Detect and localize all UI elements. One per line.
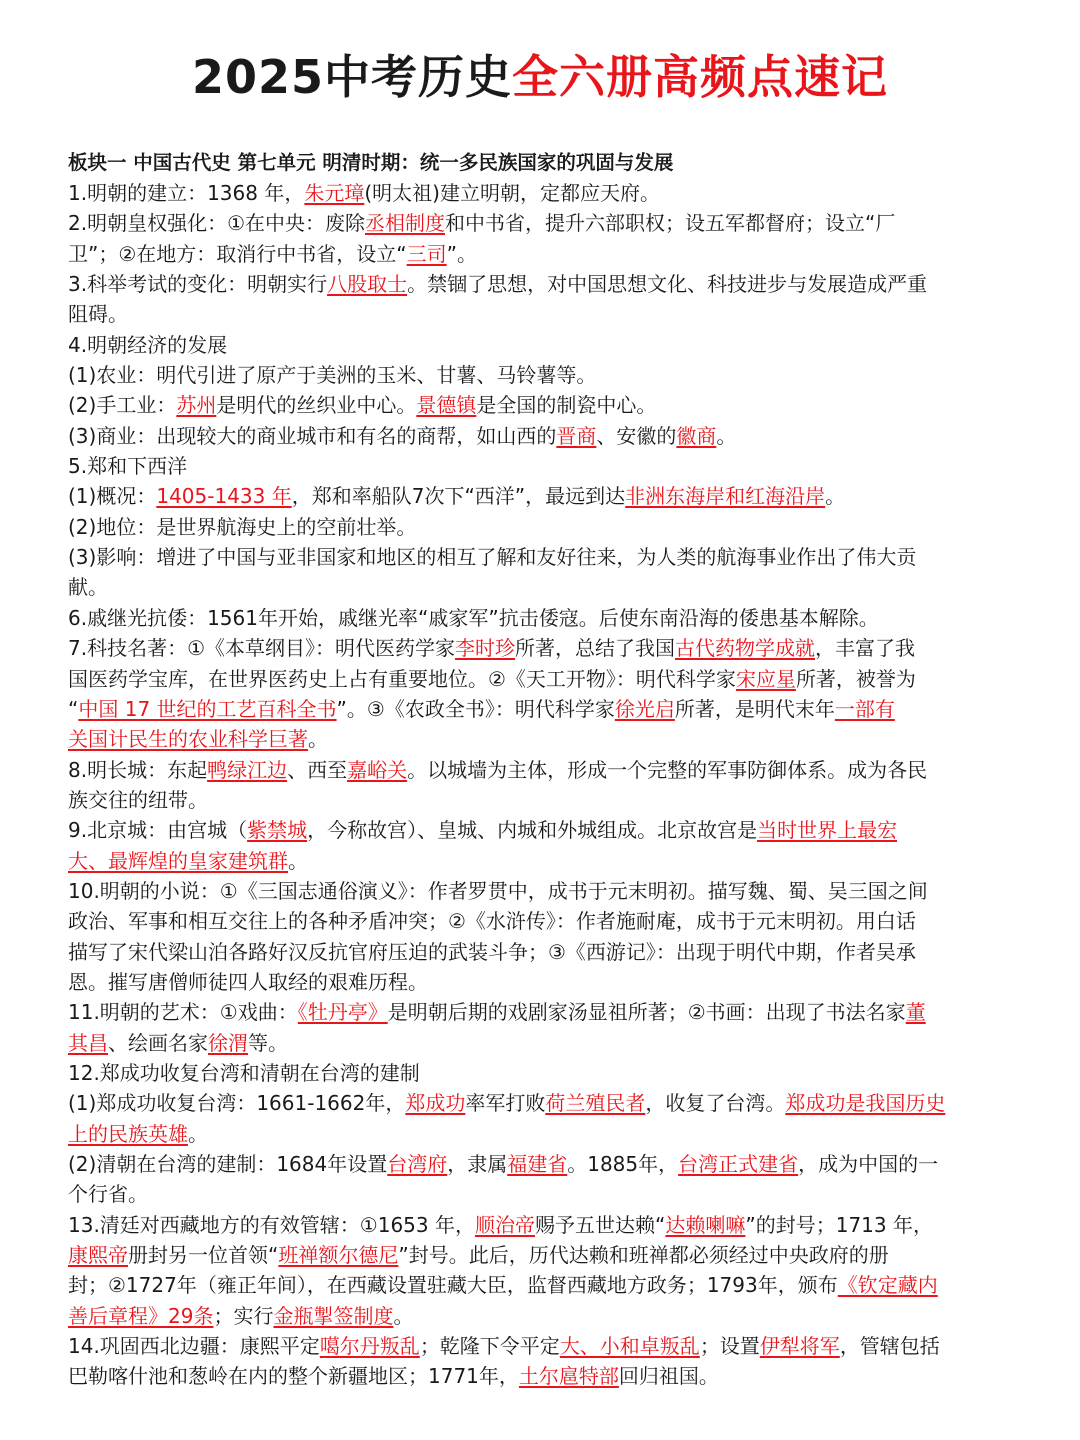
text-segment: (1)郑成功收复台湾：1661-1662年，: [68, 1091, 406, 1116]
text-segment: ”。③《农政全书》：明代科学家: [336, 696, 615, 721]
text-segment: 封；②1727年（雍正年间），在西藏设置驻藏大臣，监督西藏地方政务；1793年，颁布: [68, 1273, 838, 1298]
text-segment: (2)清朝在台湾的建制：1684年设置: [68, 1152, 388, 1176]
text-segment: ，丰富了我: [815, 636, 916, 661]
text-segment: ”的封号；1713 年，: [745, 1212, 933, 1237]
highlighted-term: 台湾府: [387, 1152, 448, 1176]
highlighted-term: 李时珍: [455, 636, 516, 661]
highlighted-term: 《钦定藏内: [837, 1273, 938, 1298]
highlighted-term: 徽商: [676, 423, 717, 448]
text-line: [68, 390, 1012, 420]
text-segment: (3)影响：增进了中国与亚非国家和地区的相互了解和友好往来，为人类的航海事业作出了伟大贡: [68, 545, 917, 570]
highlighted-term: 康熙帝: [68, 1243, 128, 1268]
text-segment: ；设置: [699, 1334, 760, 1359]
text-line: [68, 876, 1012, 906]
highlighted-term: 伊犁将军: [759, 1334, 840, 1359]
highlighted-term: 达赖喇嘛: [665, 1212, 746, 1237]
highlighted-term: 《牡丹亭》: [297, 1000, 388, 1025]
highlighted-term: 晋商: [556, 423, 597, 448]
text-segment: ，今称故宫）、皇城、内城和外城组成。北京故宫是: [307, 818, 758, 843]
text-segment: (3)商业：出现较大的商业城市和有名的商帮，如山西的: [68, 423, 557, 448]
text-line: [68, 846, 1012, 876]
text-segment: (1)农业：明代引进了原产于美洲的玉米、甘薯、马铃薯等。: [68, 363, 597, 388]
text-segment: (2)手工业：: [68, 393, 177, 418]
highlighted-term: 大、小和卓叛乱: [559, 1334, 700, 1359]
text-segment: 赐予五世达赖“: [535, 1212, 666, 1237]
text-segment: 个行省。: [68, 1182, 148, 1207]
text-segment: 。: [825, 484, 846, 509]
text-segment: “: [68, 696, 79, 721]
text-segment: 册封另一位首领“: [128, 1243, 279, 1268]
text-segment: 。: [716, 423, 737, 448]
text-line: [68, 481, 1012, 511]
text-segment: 12.郑成功收复台湾和清朝在台湾的建制: [68, 1060, 420, 1085]
text-segment: 所著，被誉为: [795, 666, 916, 691]
text-line: [68, 967, 1012, 997]
text-segment: 。: [308, 727, 328, 752]
text-segment: 14.巩固西北边疆：康熙平定: [68, 1334, 320, 1359]
highlighted-term: 噶尔丹叛乱: [319, 1334, 420, 1359]
highlighted-term: 中国 17 世纪的工艺百科全书: [78, 696, 337, 721]
text-line: [68, 299, 1012, 329]
text-segment: ，隶属: [447, 1152, 508, 1176]
text-line: [68, 1058, 1012, 1088]
highlighted-term: 大、最辉煌的皇家建筑群: [68, 848, 288, 873]
highlighted-term: 土尔扈特部: [518, 1364, 619, 1389]
text-segment: 是明朝后期的戏剧家汤显祖所著；②书画：出现了书法名家: [387, 1000, 906, 1025]
text-line: [68, 239, 1012, 269]
highlighted-term: 郑成功: [405, 1091, 466, 1116]
text-segment: 、绘画名家: [108, 1030, 208, 1055]
highlighted-term: 紫禁城: [247, 818, 308, 843]
text-segment: ，收复了台湾。: [645, 1091, 786, 1116]
title-black-part: 2025中考历史: [191, 50, 513, 104]
highlighted-term: 景德镇: [416, 393, 477, 418]
text-segment: ”封号。此后，历代达赖和班禅都必须经过中央政府的册: [398, 1243, 889, 1268]
text-line: [68, 997, 1012, 1027]
text-segment: 是全国的制瓷中心。: [476, 393, 657, 418]
highlighted-term: 班禅额尔德尼: [278, 1243, 399, 1268]
text-segment: 卫”；②在地方：取消行中书省，设立“: [68, 241, 407, 266]
text-line: [68, 1331, 1012, 1361]
text-line: [68, 451, 1012, 481]
text-line: [68, 421, 1012, 451]
highlighted-term: 荷兰殖民者: [545, 1091, 646, 1116]
text-segment: 。: [188, 1121, 208, 1146]
text-line: [68, 360, 1012, 390]
text-segment: 5.郑和下西洋: [68, 454, 188, 479]
title-red-part: 全六册高频点速记: [512, 50, 889, 104]
text-segment: 1.明朝的建立：1368 年，: [68, 181, 305, 205]
page-title: [68, 0, 1012, 102]
text-segment: 国医药学宝库，在世界医药史上占有重要地位。②《天工开物》：明代科学家: [68, 666, 736, 691]
text-segment: ，管辖包括: [839, 1334, 940, 1359]
text-segment: 描写了宋代梁山泊各路好汉反抗官府压迫的武装斗争；③《西游记》：出现于明代中期，作者吴承: [68, 939, 916, 964]
text-segment: (2)地位：是世界航海史上的空前壮举。: [68, 514, 417, 539]
text-segment: ；乾隆下令平定: [419, 1334, 560, 1359]
text-line: [68, 330, 1012, 360]
text-segment: ，郑和率船队7次下“西洋”，最远到达: [291, 484, 626, 509]
text-line: [68, 1361, 1012, 1391]
text-segment: 9.北京城：由宫城（: [68, 818, 248, 843]
text-segment: 10.明朝的小说：①《三国志通俗演义》：作者罗贯中，成书于元末明初。描写魏、蜀、吴三国之间: [68, 878, 928, 903]
text-segment: 政治、军事和相互交往上的各种矛盾冲突；②《水浒传》：作者施耐庵，成书于元末明初。用白话: [68, 909, 916, 934]
text-line: [68, 178, 1012, 208]
highlighted-term: 顺治帝: [475, 1212, 535, 1237]
text-segment: 3.科举考试的变化：明朝实行: [68, 272, 328, 297]
text-segment: 。禁锢了思想，对中国思想文化、科技进步与发展造成严重: [407, 272, 928, 297]
highlighted-term: 董: [905, 1000, 926, 1025]
text-line: [68, 1179, 1012, 1209]
text-segment: 族交往的纽带。: [68, 787, 208, 812]
text-segment: 2.明朝皇权强化：①在中央：废除: [68, 211, 366, 236]
text-segment: 回归祖国。: [618, 1364, 719, 1389]
highlighted-term: 朱元璋: [304, 181, 365, 205]
text-segment: 所著，是明代末年: [674, 696, 835, 721]
text-line: [68, 664, 1012, 694]
highlighted-term: 鸭绿江边: [207, 757, 288, 782]
document-body: [68, 178, 1012, 1392]
text-segment: 。1885年，: [567, 1152, 679, 1176]
text-line: [68, 512, 1012, 542]
highlighted-term: 八股取士: [327, 272, 408, 297]
text-segment: 。: [288, 848, 308, 873]
text-line: [68, 1028, 1012, 1058]
text-line: [68, 633, 1012, 663]
text-segment: 、安徽的: [596, 423, 677, 448]
text-line: [68, 815, 1012, 845]
text-line: [68, 1240, 1012, 1270]
text-segment: 13.清廷对西藏地方的有效管辖：①1653 年，: [68, 1212, 475, 1237]
text-segment: (1)概况：: [68, 484, 157, 509]
text-segment: ，成为中国的一: [798, 1152, 939, 1176]
text-line: [68, 208, 1012, 238]
text-segment: 阻碍。: [68, 302, 128, 327]
text-line: [68, 694, 1012, 724]
text-line: [68, 937, 1012, 967]
text-segment: 11.明朝的艺术：①戏曲：: [68, 1000, 298, 1025]
highlighted-term: 非洲东海岸和红海沿岸: [625, 484, 826, 509]
text-segment: 、西至: [287, 757, 348, 782]
highlighted-term: 宋应星: [735, 666, 796, 691]
text-line: [68, 542, 1012, 572]
highlighted-term: 其昌: [68, 1030, 108, 1055]
text-line: [68, 572, 1012, 602]
text-line: [68, 724, 1012, 754]
text-segment: 率军打败: [465, 1091, 546, 1116]
highlighted-term: 金瓶掣签制度: [273, 1303, 394, 1328]
text-segment: 献。: [68, 575, 108, 600]
text-segment: ”。: [446, 241, 478, 266]
text-line: [68, 1149, 1012, 1179]
highlighted-term: 嘉峪关: [347, 757, 408, 782]
highlighted-term: 善后章程》29条: [68, 1303, 214, 1328]
text-segment: 是明代的丝织业中心。: [216, 393, 417, 418]
text-line: [68, 1210, 1012, 1240]
highlighted-term: 苏州: [176, 393, 217, 418]
text-segment: 巴勒喀什池和葱岭在内的整个新疆地区；1771年，: [68, 1364, 519, 1389]
text-line: [68, 785, 1012, 815]
text-line: [68, 269, 1012, 299]
highlighted-term: 徐光启: [614, 696, 675, 721]
text-line: [68, 1119, 1012, 1149]
highlighted-term: 1405-1433 年: [156, 484, 292, 509]
text-line: [68, 603, 1012, 633]
highlighted-term: 关国计民生的农业科学巨著: [68, 727, 308, 752]
highlighted-term: 一部有: [834, 696, 895, 721]
text-segment: 所著，总结了我国: [515, 636, 676, 661]
text-segment: 4.明朝经济的发展: [68, 332, 228, 357]
section-heading: 板块一 中国古代史 第七单元 明清时期：统一多民族国家的巩固与发展: [68, 151, 674, 174]
text-segment: 6.戚继光抗倭：1561年开始，戚继光率“戚家军”抗击倭寇。后使东南沿海的倭患基本解除。: [68, 605, 879, 630]
highlighted-term: 福建省: [507, 1152, 568, 1176]
text-line: [68, 1088, 1012, 1118]
text-line: [68, 906, 1012, 936]
text-segment: 。以城墙为主体，形成一个完整的军事防御体系。成为各民: [407, 757, 928, 782]
highlighted-term: 三司: [406, 241, 447, 266]
text-segment: 和中书省，提升六部职权；设五军都督府；设立“厂: [445, 211, 896, 236]
text-line: [68, 755, 1012, 785]
text-segment: ；实行: [213, 1303, 274, 1328]
highlighted-term: 徐渭: [208, 1030, 248, 1055]
highlighted-term: 上的民族英雄: [68, 1121, 188, 1146]
text-segment: 。: [393, 1303, 414, 1328]
text-segment: 7.科技名著：①《本草纲目》：明代医药学家: [68, 636, 456, 661]
highlighted-term: 当时世界上最宏: [757, 818, 898, 843]
highlighted-term: 郑成功是我国历史: [785, 1091, 946, 1116]
text-line: [68, 1301, 1012, 1331]
text-segment: 8.明长城：东起: [68, 757, 208, 782]
text-segment: 恩。摧写唐僧师徒四人取经的艰难历程。: [68, 969, 428, 994]
text-segment: (明太祖)建立明朝，定都应天府。: [364, 181, 660, 205]
highlighted-term: 古代药物学成就: [675, 636, 816, 661]
highlighted-term: 台湾正式建省: [678, 1152, 799, 1176]
text-line: [68, 1270, 1012, 1300]
text-segment: 等。: [248, 1030, 288, 1055]
highlighted-term: 丞相制度: [365, 211, 446, 236]
